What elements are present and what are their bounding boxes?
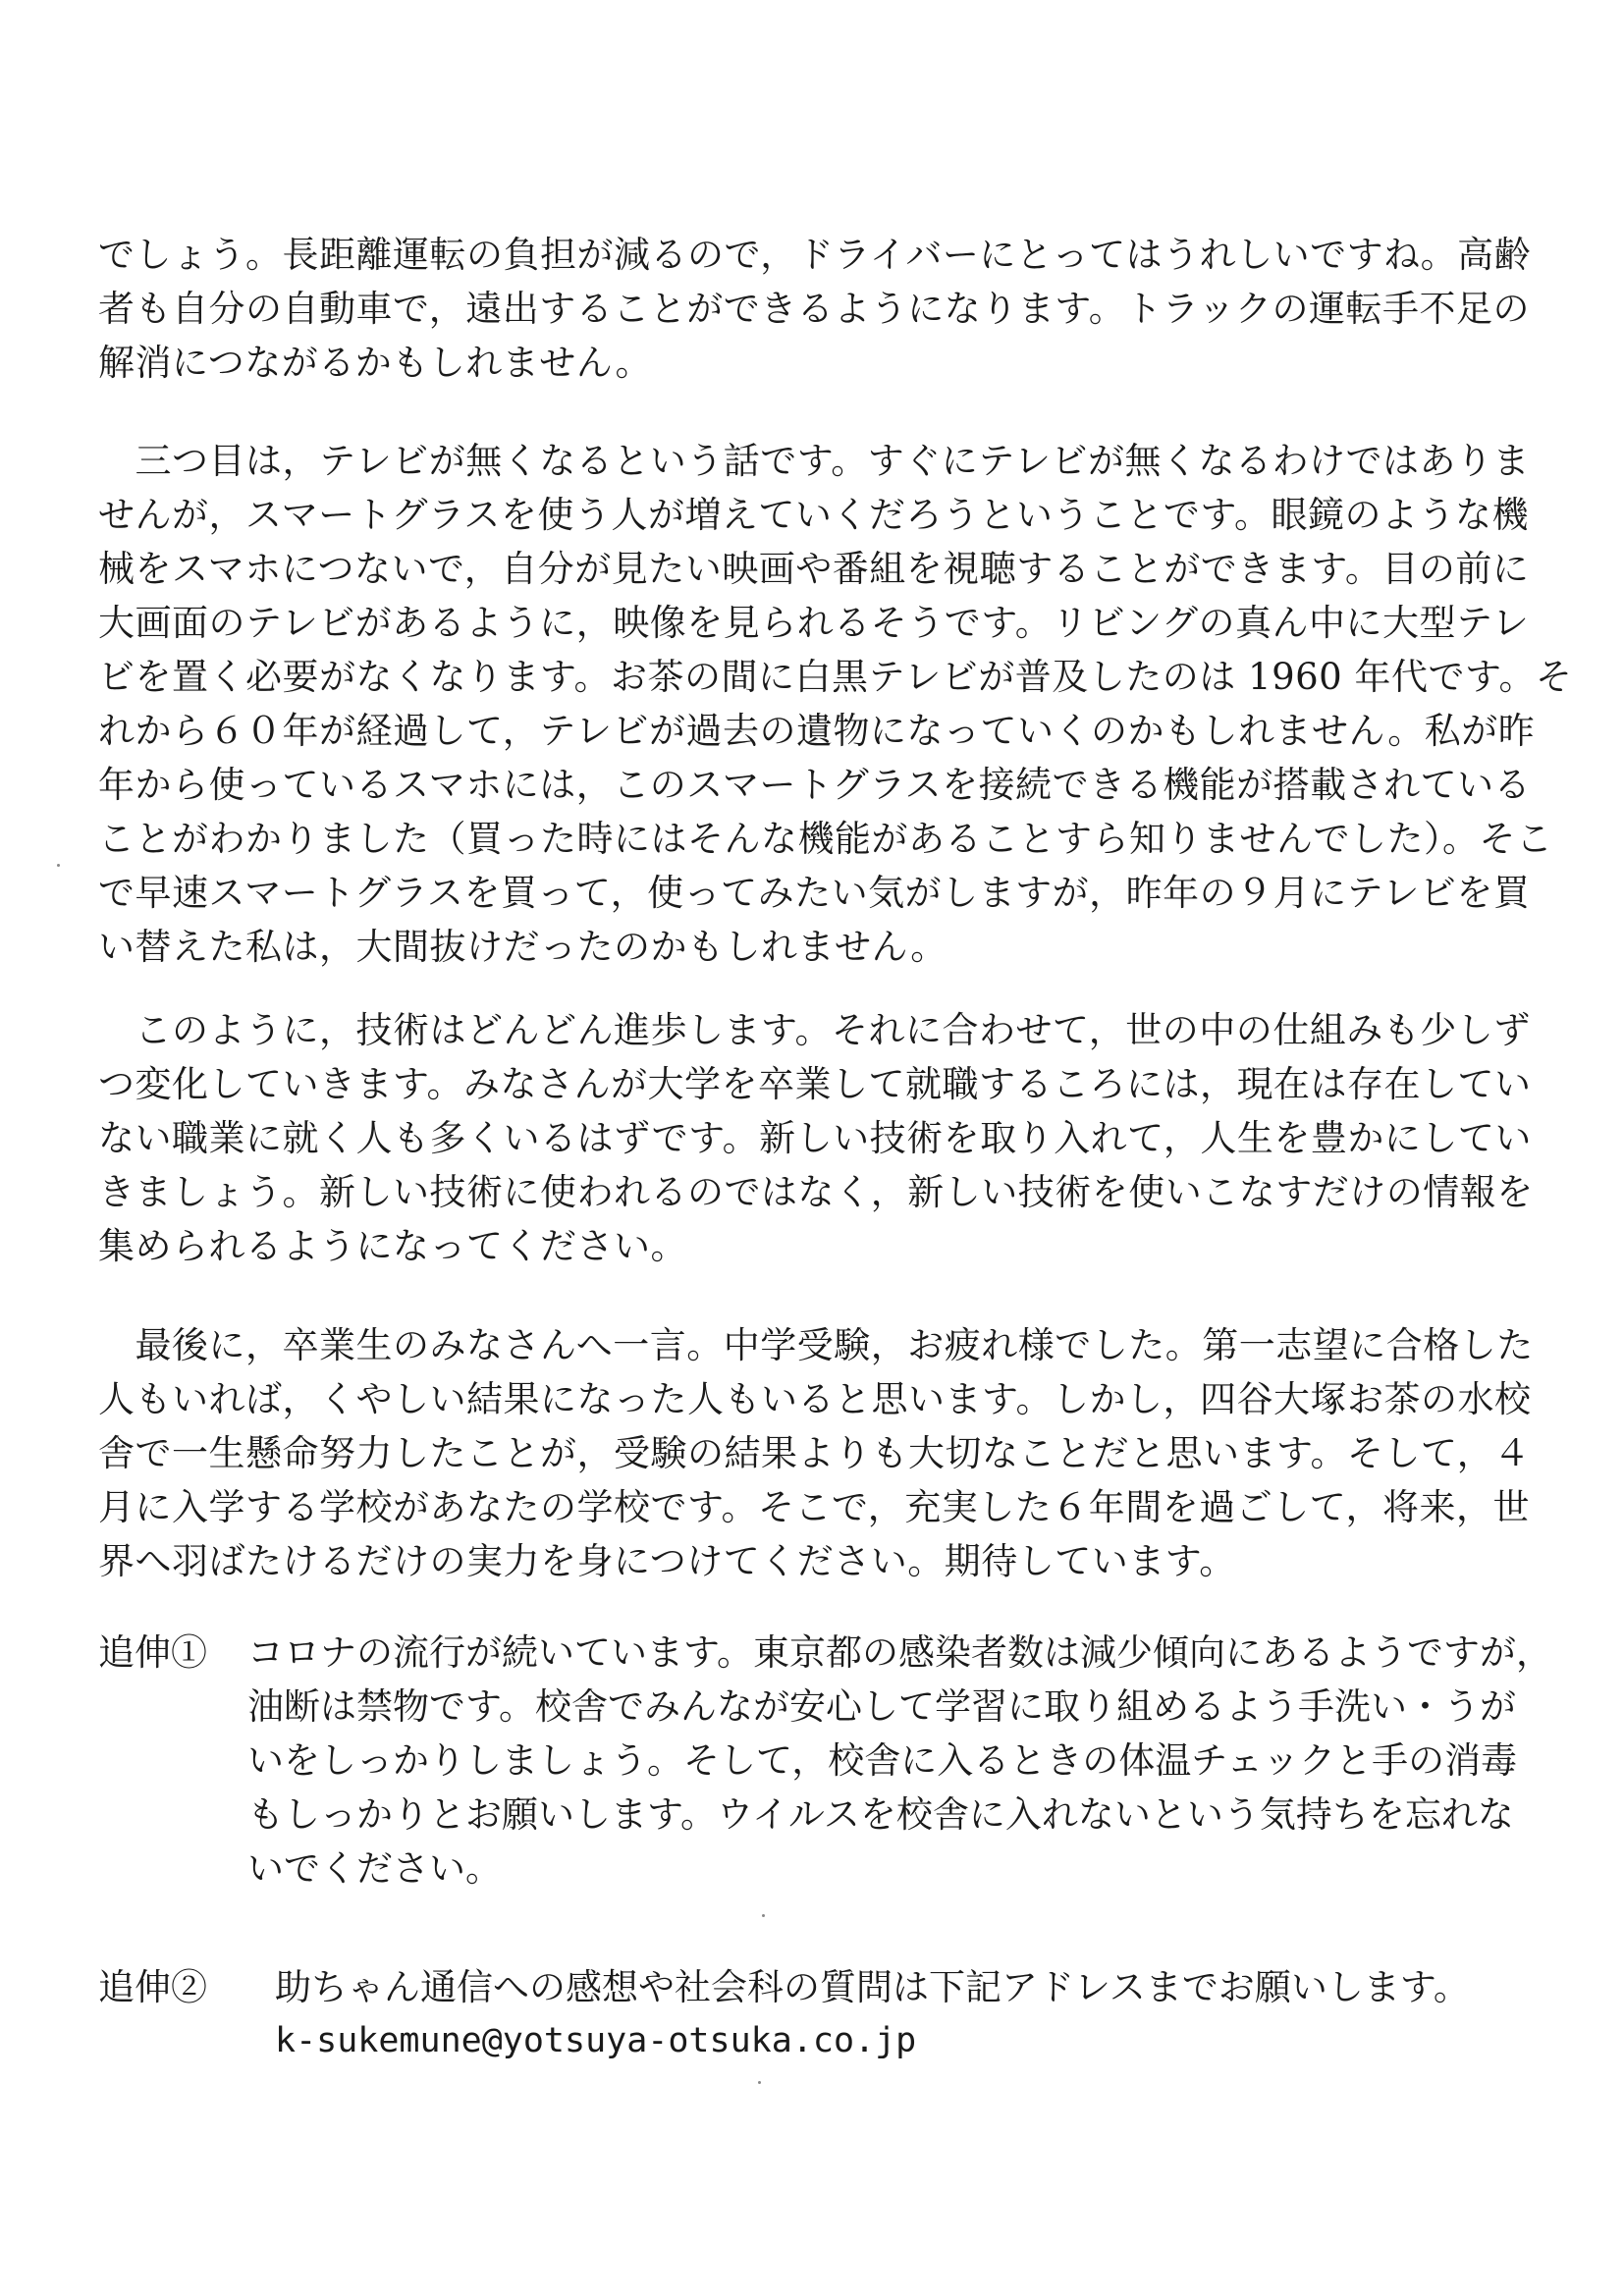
paragraph-line: 大画面のテレビがあるように，映像を見られるそうです。リビングの真ん中に大型テレ [98, 602, 1530, 644]
contact-email[interactable]: k-sukemune@yotsuya-otsuka.co.jp [275, 2021, 917, 2060]
postscript-line: もしっかりとお願いします。ウイルスを校舎に入れないという気持ちを忘れな [247, 1793, 1514, 1836]
paragraph-line: 集められるようになってください。 [98, 1225, 687, 1267]
postscript-label: 追伸② [98, 1966, 207, 2008]
paragraph-line: 年から使っているスマホには，このスマートグラスを接続できる機能が搭載されている [98, 764, 1532, 806]
paragraph-line: れから６０年が経過して，テレビが過去の遺物になっていくのかもしれません。私が昨 [98, 710, 1536, 752]
paragraph-line: きましょう。新しい技術に使われるのではなく，新しい技術を使いこなすだけの情報を [98, 1171, 1534, 1213]
paragraph-technology-progress [98, 1003, 1534, 1273]
paragraph-line: 舎で一生懸命努力したことが，受験の結果よりも大切なことだと思います。そして，４ [98, 1432, 1531, 1474]
paragraph-self-driving-continued [98, 228, 1532, 390]
scan-speck [57, 864, 60, 867]
paragraph-line: 月に入学する学校があなたの学校です。そこで，充実した６年間を過ごして，将来，世 [98, 1486, 1531, 1528]
postscript-label: 追伸① [98, 1631, 207, 1674]
paragraph-line: 解消につながるかもしれません。 [98, 342, 652, 384]
paragraph-line: 人もいれば，くやしい結果になった人もいると思います。しかし，四谷大塚お茶の水校 [98, 1378, 1532, 1420]
postscript-line: いでください。 [247, 1847, 502, 1890]
paragraph-line: 者も自分の自動車で，遠出することができるようになります。トラックの運転手不足の [98, 288, 1531, 330]
postscript-line: 助ちゃん通信への感想や社会科の質問は下記アドレスまでお願いします。 [275, 1966, 1470, 2008]
scan-speck [762, 1914, 765, 1917]
postscript-1 [98, 1626, 1553, 1949]
paragraph-graduates-message [98, 1318, 1534, 1588]
paragraph-line: でしょう。長距離運転の負担が減るので，ドライバーにとってはうれしいですね。高齢 [98, 234, 1532, 276]
paragraph-line: ビを置く必要がなくなります。お茶の間に白黒テレビが普及したのは 1960 年代です。そ [98, 656, 1573, 698]
postscript-body [247, 1626, 1552, 1896]
postscript-line: いをしっかりしましょう。そして，校舎に入るときの体温チェックと手の消毒 [247, 1739, 1518, 1782]
paragraph-line: 三つ目は，テレビが無くなるという話です。すぐにテレビが無くなるわけではありま [98, 440, 1531, 482]
paragraph-line: い替えた私は，大間抜けだったのかもしれません。 [98, 926, 947, 968]
postscript-line: 油断は禁物です。校舎でみんなが安心して学習に取り組めるよう手洗い・うが [247, 1685, 1517, 1728]
scan-speck [758, 2081, 761, 2084]
paragraph-line: ない職業に就く人も多くいるはずです。新しい技術を取り入れて，人生を豊かにしてい [98, 1117, 1532, 1159]
postscript-line: コロナの流行が続いています。東京都の感染者数は減少傾向にあるようですが， [247, 1631, 1553, 1674]
paragraph-line: 械をスマホにつないで，自分が見たい映画や番組を視聴することができます。目の前に [98, 548, 1530, 590]
postscript-2 [98, 1960, 1522, 2078]
paragraph-line: つ変化していきます。みなさんが大学を卒業して就職するころには，現在は存在してい [98, 1063, 1532, 1105]
paragraph-line: このように，技術はどんどん進歩します。それに合わせて，世の中の仕組みも少しず [98, 1009, 1531, 1051]
paragraph-line: で早速スマートグラスを買って，使ってみたい気がしますが，昨年の９月にテレビを買 [98, 872, 1531, 914]
paragraph-line: 界へ羽ばたけるだけの実力を身につけてください。期待しています。 [98, 1540, 1236, 1582]
paragraph-line: 最後に，卒業生のみなさんへ一言。中学受験，お疲れ様でした。第一志望に合格した [98, 1324, 1534, 1366]
paragraph-line: せんが，スマートグラスを使う人が増えていくだろうということです。眼鏡のような機 [98, 494, 1529, 536]
paragraph-smart-glasses [98, 434, 1573, 974]
postscript-body [275, 1960, 1470, 2068]
paragraph-line: ことがわかりました（買った時にはそんな機能があることすら知りませんでした）。そこ [98, 818, 1553, 860]
